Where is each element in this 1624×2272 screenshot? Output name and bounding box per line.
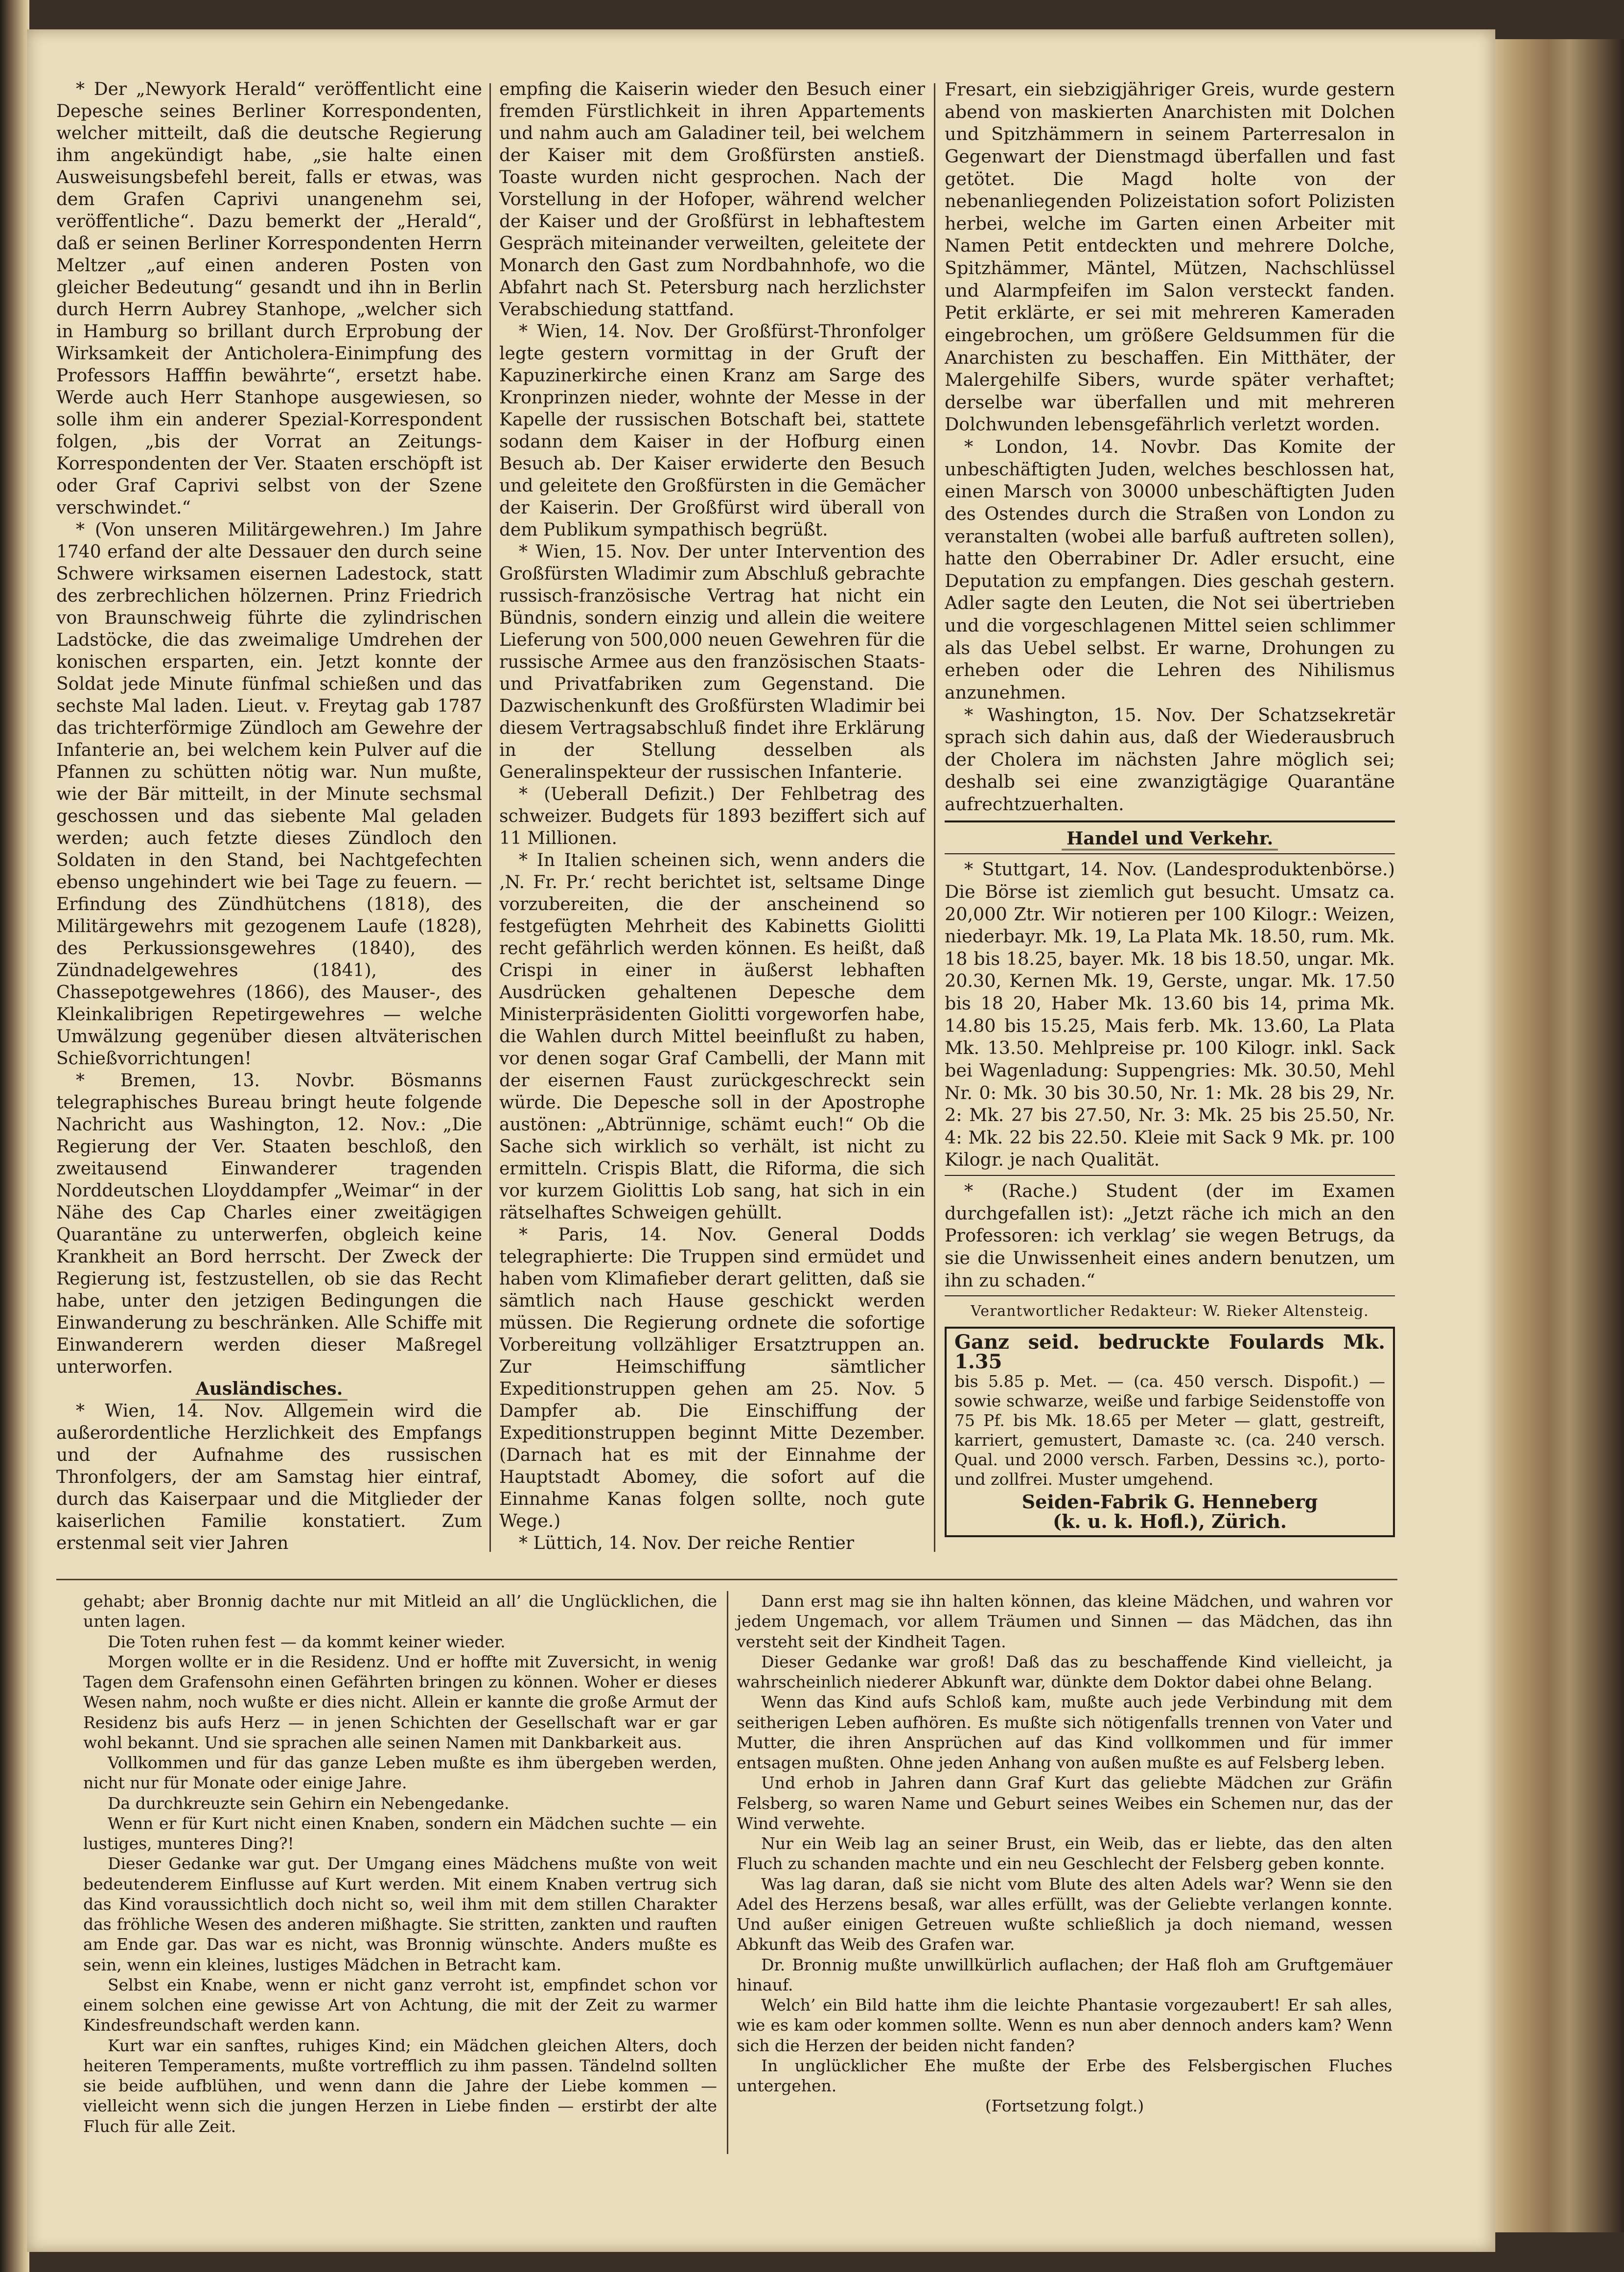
story-paragraph: Die Toten ruhen fest — da kommt keiner wieder. bbox=[108, 1632, 506, 1651]
article-washington: * Washington, 15. Nov. Der Schatzsekretär sprach sich dahin aus, daß der Wiederausbruch der Cholera im nächsten Jahre möglich sei; deshalb sei eine zwanzigtägige Quarantäne aufrechtzuerhalten. bbox=[945, 704, 1395, 815]
story-paragraph: Was lag daran, daß sie nicht vom Blute des alten Adels war? Wenn sie den Adel des Herzens besaß, war alles erfüllt, was der Geliebte verlangen konnte. Und außer einigen Getreuen wußte schließlich ja doch niemand, wessen Abkunft das Weib des Grafen war. bbox=[737, 1874, 1392, 1954]
story-paragraph: Morgen wollte er in die Residenz. Und er hoffte mit Zuversicht, in wenig Tagen dem Grafensohn einen Gefährten bringen zu können. Woher er dieses Wesen nahm, noch wußte er dies nicht. Allein er kannte die große Armut der Residenz bis aufs Herz — in jenen Schichten der Gesellschaft war er gar wohl bekannt. Und sie sprachen alle seinen Namen mit Dankbarkeit aus. bbox=[83, 1652, 717, 1752]
section-rule-thin bbox=[945, 1295, 1395, 1296]
story-paragraph: Da durchkreuzte sein Gehirn ein Nebengedanke. bbox=[108, 1793, 510, 1813]
article-italien: * In Italien scheinen sich, wenn anders die ‚N. Fr. Pr.‘ recht berichtet ist, seltsame Dinge vorzubereiten, die der anscheinend so festgefügten Mehrheit des Kabinetts Giolitti recht gefährlich werden können. Es heißt, daß Crispi in einer in äußerst lebhaften Ausdrücken gehaltenen Depesche dem Ministerpräsidenten Giolitti vorgeworfen habe, die Wahlen durch Mittel beeinflußt zu haben, vor denen sogar Graf Cambelli, der Mann mit der eisernen Faust zurückgeschreckt sein würde. Die Depesche soll in der Apostrophe austönen: „Abtrünnige, schämt euch!“ Ob die Sache sich wirklich so verhält, ist nicht zu ermitteln. Crispis Blatt, die Riforma, die sich vor kurzem Giolittis Lob sang, hat sich in ein rätselhaftes Schweigen gehüllt. bbox=[499, 850, 925, 1223]
story-paragraph: Kurt war ein sanftes, ruhiges Kind; ein Mädchen gleichen Alters, doch heiteren Temperaments, mußte vortrefflich zu ihm passen. Tändelnd sollten sie beide aufblühen, und wenn dann die Jahre der Liebe kommen — vielleicht wenn sich die jungen Herzen in Liebe finden — erstirbt der alte Fluch für alle Zeit. bbox=[83, 2036, 717, 2136]
news-column-2 bbox=[499, 78, 925, 1576]
section-rule-thin bbox=[945, 853, 1395, 854]
section-rule bbox=[945, 820, 1395, 822]
section-heading-handel bbox=[945, 827, 1395, 850]
story-paragraph: In unglücklicher Ehe mußte der Erbe des Felsbergischen Fluches untergehen. bbox=[737, 2056, 1392, 2095]
story-paragraph: Und erhob in Jahren dann Graf Kurt das geliebte Mädchen zur Gräfin Felsberg, so waren Name und Geburt seines Weibes ein Schemen nur, das der Wind verwehte. bbox=[737, 1773, 1392, 1833]
story-paragraph: Dieser Gedanke war gut. Der Umgang eines Mädchens mußte von weit bedeutenderem Einflusse auf Kurt werden. Mit einem Knaben vertrug sich das Kind voraussichtlich doch nicht so, weil ihm mit dem stillen Charakter das fröhliche Wesen des anderen mißhagte. Sie stritten, zankten und rauften am Ende gar. Das war es nicht, was Bronnig wünschte. Anders mußte es sein, wenn ein kleines, lustiges Mädchen in Betracht kam. bbox=[83, 1854, 717, 1974]
feuilleton-divider bbox=[56, 1579, 1397, 1580]
section-heading-text: Ausländisches. bbox=[191, 1379, 348, 1401]
feuilleton-left-column bbox=[83, 1591, 717, 2149]
article-wien-2: * Wien, 14. Nov. Der Großfürst-Thronfolger legte gestern vormittag in der Gruft der Kapuzinerkirche einen Kranz am Sarge des Kronprinzen nieder, wohnte der Messe in der Kapelle der russischen Botschaft bei, stattete sodann dem Kaiser in der Hofburg einen Besuch ab. Der Kaiser erwiderte den Besuch und geleitete den Großfürsten in die Gemächer der Kaiserin. Der Großfürst wird überall von dem Publikum sympathisch begrüßt. bbox=[499, 322, 925, 540]
book-spine-left bbox=[0, 0, 29, 2272]
section-heading-auslaendisches bbox=[56, 1378, 482, 1400]
column-rule-1 bbox=[489, 83, 491, 1552]
story-paragraph: Wenn das Kind aufs Schloß kam, mußte auch jede Verbindung mit dem seitherigen Leben aufhören. Es mußte sich nötigenfalls trennen von Vater und Mutter, die ihren Ansprüchen auf das Kind vollkommen und für immer entsagen mußten. Ohne jeden Anhang von außen mußte es auf Felsberg leben. bbox=[737, 1692, 1392, 1772]
article-bremen: * Bremen, 13. Novbr. Bösmanns telegraphisches Bureau bringt heute folgende Nachricht aus Washington, 12. Nov.: „Die Regierung der Ver. Staaten beschloß, den zweitausend Einwanderer tragenden Norddeutschen Lloyddampfer „Weimar“ in der Nähe des Cap Charles einer zweitägigen Quarantäne zu unterwerfen, obgleich keine Krankheit an Bord herrscht. Der Zweck der Regierung ist, festzustellen, ob sie das Recht habe, unter den jetzigen Bedingungen die Einwanderung zu beschränken. Alle Schiffe mit Einwanderern werden dieser Maßregel unterworfen. bbox=[56, 1071, 482, 1377]
book-page-edges bbox=[1488, 39, 1624, 2232]
feuilleton-column-rule bbox=[727, 1591, 728, 2154]
responsible-editor-line: Verantwortlicher Redakteur: W. Rieker Altensteig. bbox=[971, 1303, 1369, 1320]
news-column-3 bbox=[945, 78, 1395, 1576]
ad-title: Ganz seid. bedruckte Foulards Mk. 1.35 bbox=[954, 1330, 1385, 1373]
story-paragraph: Dann erst mag sie ihn halten können, das kleine Mädchen, und wahren vor jedem Ungemach, vor allem Träumen und Sinnen — das Mädchen, das ihn versteht seit der Kindheit Tagen. bbox=[737, 1592, 1392, 1651]
article-wien-1-cont: empfing die Kaiserin wieder den Besuch einer fremden Fürstlichkeit in ihren Appartements und nahm auch am Galadiner teil, bei welchem der Kaiser mit dem Großfürsten anstieß. Toaste wurden nicht gesprochen. Nach der Vorstellung in der Hofoper, während welcher der Kaiser und der Großfürst in lebhaftestem Gespräch miteinander verweilten, geleitete der Monarch den Gast zum Nordbahnhofe, wo die Abfahrt nach St. Petersburg nach herzlichster Verabschiedung stattfand. bbox=[499, 79, 925, 320]
section-heading-text: Handel und Verkehr. bbox=[1062, 828, 1278, 850]
ad-firm: Seiden-Fabrik G. Henneberg bbox=[1021, 1490, 1318, 1513]
story-paragraph: Wenn er für Kurt nicht einen Knaben, sondern ein Mädchen suchte — ein lustiges, munteres Ding?! bbox=[83, 1813, 717, 1853]
story-paragraph: Welch’ ein Bild hatte ihm die leichte Phantasie vorgezaubert! Er sah alles, wie es kam oder kommen sollte. Wenn es nun aber dennoch anders kam? Wenn sich die Herzen der beiden nicht fanden? bbox=[737, 1995, 1392, 2055]
article-rache: * (Rache.) Student (der im Examen durchgefallen ist): „Jetzt räche ich mich an den Professoren: ich verklag’ sie wegen Betrugs, da sie die Unwissenheit eines andern benutzen, um ihn zu schaden.“ bbox=[945, 1180, 1395, 1291]
column-rule-2 bbox=[934, 83, 935, 1552]
article-militaergewehre: * (Von unseren Militärgewehren.) Im Jahre 1740 erfand der alte Dessauer den durch seine Schwere wirksamen eisernen Ladestock, statt des zerbrechlichen hölzernen. Prinz Friedrich von Braunschweig führte die zylindrischen Ladstöcke, die das zweimalige Umdrehen der konischen ersparten, ein. Jetzt konnte der Soldat jede Minute fünfmal schießen und das sechste Mal laden. Lieut. v. Freytag gab 1787 das trichterförmige Zündloch am Gewehre der Infanterie an, bei welchem kein Pulver auf die Pfannen zu schütten nötig war. Nun mußte, wie der Bär mitteilt, in der Minute sechsmal geschossen und das siebente Mal geladen werden; auch fetzte dieses Zündloch den Soldaten in den Stand, bei Nachtgefechten ebenso ungehindert wie bei Tage zu feuern. — Erfindung des Zündhütchens (1818), des Militärgewehrs mit gezogenem Laufe (1828), des Perkussionsgewehres (1840), des Zündnadelgewehres (1841), des Chassepotgewehres (1866), des Mauser-, des Kleinkalibrigen Repetirgewehres — welche Umwälzung gegenüber diesen altväterischen Schießvorrichtungen! bbox=[56, 520, 482, 1069]
story-paragraph: gehabt; aber Bronnig dachte nur mit Mitleid an all’ die Unglücklichen, die unten lagen. bbox=[83, 1592, 717, 1631]
news-column-1 bbox=[56, 78, 482, 1576]
story-paragraph: Selbst ein Knabe, wenn er nicht ganz verroht ist, empfindet schon vor einem solchen eine gewisse Art von Achtung, die mit der Zeit zu warmer Kindesfreundschaft werden kann. bbox=[83, 1975, 717, 2035]
story-paragraph: Nur ein Weib lag an seiner Brust, ein Weib, das er liebte, das den alten Fluch zu schanden machte und ein neu Geschlecht der Felsberg geben konnte. bbox=[737, 1834, 1392, 1874]
story-paragraph: Vollkommen und für das ganze Leben mußte es ihm übergeben werden, nicht nur für Monate oder einige Jahre. bbox=[83, 1753, 717, 1793]
ad-place: (k. u. k. Hofl.), Zürich. bbox=[1052, 1510, 1287, 1532]
article-stuttgart: * Stuttgart, 14. Nov. (Landesproduktenbörse.) Die Börse ist ziemlich gut besucht. Umsatz ca. 20,000 Ztr. Wir notieren per 100 Kilogr.: Weizen, niederbayr. Mk. 19, La Plata Mk. 18.50, rum. Mk. 18 bis 18.25, bayer. Mk. 18 bis 18.50, ungar. Mk. 20.30, Kernen Mk. 19, Gerste, ungar. Mk. 17.50 bis 18 20, Haber Mk. 13.60 bis 14, prima Mk. 14.80 bis 15.25, Mais ferb. Mk. 13.60, La Plata Mk. 13.50. Mehlpreise pr. 100 Kilogr. inkl. Sack bei Wagenladung: Suppengries: Mk. 30.50, Mehl Nr. 0: Mk. 30 bis 30.50, Nr. 1: Mk. 28 bis 29, Nr. 2: Mk. 27 bis 27.50, Nr. 3: Mk. 25 bis 25.50, Nr. 4: Mk. 22 bis 22.50. Kleie mit Sack 9 Mk. pr. 100 Kilogr. je nach Qualität. bbox=[945, 859, 1395, 1171]
section-rule-thin bbox=[945, 1175, 1395, 1176]
article-luettich: * Lüttich, 14. Nov. Der reiche Rentier bbox=[519, 1533, 855, 1553]
ad-body: bis 5.85 p. Met. — (ca. 450 versch. Dispofit.) — sowie schwarze, weiße und farbige Seidenstoffe von 75 Pf. bis Mk. 18.65 per Meter — glatt, gestreift, karriert, gemustert, Damaste ꝛc. (ca. 240 versch. Qual. und 2000 versch. Farben, Dessins ꝛc.), porto- und zollfrei. Muster umgehend. bbox=[954, 1371, 1385, 1489]
article-defizit: * (Ueberall Defizit.) Der Fehlbetrag des schweizer. Budgets für 1893 beziffert sich auf 11 Millionen. bbox=[499, 784, 925, 848]
story-paragraph: Dr. Bronnig mußte unwillkürlich auflachen; der Haß floh am Gruftgemäuer hinauf. bbox=[737, 1955, 1392, 1994]
article-paris: * Paris, 14. Nov. General Dodds telegraphierte: Die Truppen sind ermüdet und haben vom Klimafieber derart gelitten, daß sie sämtlich nach Hause geschickt werden müssen. Die Regierung ordnete die sofortige Vorbereitung vollzähliger Ersatztruppen an. Zur Heimschiffung sämtlicher Expeditionstruppen gehen am 25. Nov. 5 Dampfer ab. Die Einschiffung der Expeditionstruppen beginnt Mitte Dezember. (Darnach hat es mit der Einnahme der Hauptstadt Abomey, die sofort auf die Einnahme Kanas folgen sollte, noch gute Wege.) bbox=[499, 1225, 925, 1531]
article-london: * London, 14. Novbr. Das Komite der unbeschäftigten Juden, welches beschlossen hat, einen Marsch von 30000 unbeschäftigten Juden des Ostendes durch die Straßen von London zu veranstalten (wobei alle barfuß auftreten sollen), hatte den Oberrabiner Dr. Adler ersucht, eine Deputation zu empfangen. Dies geschah gestern. Adler sagte den Leuten, die Not sei übertrieben und die vorgeschlagenen Mittel seien schlimmer als das Uebel selbst. Er warne, Drohungen zu erheben oder die Lehren des Nihilismus anzunehmen. bbox=[945, 436, 1395, 703]
continued-notice: (Fortsetzung folgt.) bbox=[985, 2096, 1144, 2116]
article-luettich-cont: Fresart, ein siebzigjähriger Greis, wurde gestern abend von maskierten Anarchisten mit Dolchen und Spitzhämmern in seinem Parterresalon in Gegenwart der Dienstmagd überfallen und fast getötet. Die Magd holte von der nebenanliegenden Polizeistation sofort Polizisten herbei, welche im Garten einen Arbeiter mit Namen Petit entdeckten und mehrere Dolche, Spitzhämmer, Mäntel, Mützen, Nachschlüssel und Alarmpfeifen im Salon versteckt fanden. Petit erklärte, er sei mit mehreren Kameraden eingebrochen, um größere Geldsummen für die Anarchisten zu beschaffen. Ein Mitthäter, der Malergehilfe Sibers, wurde später verhaftet; derselbe war überfallen und mit mehreren Dolchwunden lebensgefährlich verletzt worden. bbox=[945, 79, 1395, 435]
feuilleton-right-column bbox=[737, 1591, 1392, 2149]
story-paragraph: Dieser Gedanke war groß! Daß das zu beschaffende Kind vielleicht, ja wahrscheinlich niederer Abkunft war, dünkte dem Doktor dabei ohne Belang. bbox=[737, 1652, 1392, 1691]
article-wien-3: * Wien, 15. Nov. Der unter Intervention des Großfürsten Wladimir zum Abschluß gebrachte russisch-französische Vertrag hat nicht ein Bündnis, sondern einzig und allein die weitere Lieferung von 500,000 neuen Gewehren für die russische Armee aus den französischen Staats- und Privatfabriken zum Gegenstand. Die Dazwischenkunft des Großfürsten Wladimir bei diesem Vertragsabschluß findet ihre Erklärung in der Stellung desselben als Generalinspekteur der russischen Infanterie. bbox=[499, 542, 925, 782]
article-wien-1: * Wien, 14. Nov. Allgemein wird die außerordentliche Herzlichkeit des Empfangs und der Aufnahme des russischen Thronfolgers, der am Samstag hier eintraf, durch das Kaiserpaar und die Mitglieder der kaiserlichen Familie konstatiert. Zum erstenmal seit vier Jahren bbox=[56, 1401, 482, 1553]
article-newyork-herald: * Der „Newyork Herald“ veröffentlicht eine Depesche seines Berliner Korrespondenten, welcher mitteilt, daß die deutsche Regierung ihm angekündigt habe, „sie halte einen Ausweisungsbefehl bereit, falls er etwas, was dem Grafen Caprivi unangenehm sei, veröffentliche“. Dazu bemerkt der „Herald“, daß er seinen Berliner Korrespondenten Herrn Meltzer „auf einen anderen Posten von gleicher Bedeutung“ gesandt und ihn in Berlin durch Herrn Aubrey Stanhope, „welcher sich in Hamburg so brillant durch Erprobung der Wirksamkeit der Anticholera-Einimpfung des Professors Hafffin bewährte“, ersetzt habe. Werde auch Herr Stanhope ausgewiesen, so solle ihm ein anderer Spezial-Korrespondent folgen, „bis der Vorrat an Zeitungs-Korrespondenten der Ver. Staaten erschöpft ist oder Graf Caprivi selbst von der Szene verschwindet.“ bbox=[56, 79, 482, 518]
advertisement-henneberg bbox=[945, 1327, 1395, 1537]
